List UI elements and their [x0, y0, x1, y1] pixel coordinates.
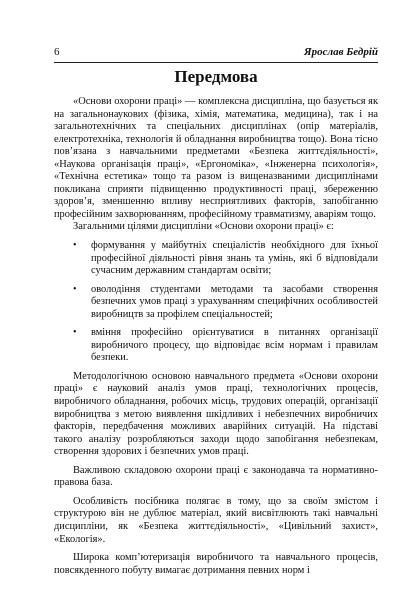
page-number: 6	[54, 46, 60, 58]
paragraph-computerization: Широка комп’ютеризація виробничого та навчального процесів, повсякденного побуту вимагає дотримання певних норм і	[54, 552, 378, 576]
list-item	[54, 327, 378, 365]
aims-list	[54, 240, 378, 365]
list-item	[54, 284, 378, 322]
paragraph-features: Особливість посібника полягає в тому, що за своїм змістом і структурою він не дублює матеріал, який висвітлюють такі навчальні дисципліни, як «Безпека життєдіяльності», «Цивільний захист», «Екологія».	[54, 495, 378, 545]
list-item-text: оволодіння студентами методами та засобами створення безпечних умов праці з урахуванням специфічних особливостей виробництв за профілем спеціальностей;	[91, 283, 378, 320]
bullet-icon: •	[73, 283, 77, 295]
paragraph-aims-lead: Загальними цілями дисципліни «Основи охорони праці» є:	[73, 221, 334, 233]
body-text	[54, 96, 378, 577]
paragraph-intro: «Основи охорони праці» — комплексна дисципліна, що базується як на загальнонаукових (фізика, хімія, математика, медицина), так і на загальнотехнічних та спеціальних дисциплінах (опір матеріалів, електротехніка, технологія й обладнання виробництва тощо). Вона тісно пов’язана з навчальними предметами «Безпека життєдіяльності», «Наукова організація праці», «Ергономіка», «Інженерна психологія», «Технічна естетика» тощо та разом із вищеназваними дисциплінами покликана сприяти підвищенню продуктивності праці, збереженню здоров’я, зменшенню впливу несприятливих факторів, запобіганню професійним захворюванням, професійному травматизму, аваріям тощо.	[54, 96, 378, 220]
bullet-icon: •	[73, 327, 77, 339]
chapter-title: Передмова	[174, 67, 258, 86]
paragraph-methodology: Методологічною основою навчального предмета «Основи охорони праці» є науковий аналіз умов праці, технологічних процесів, виробничого обладнання, робочих місць, трудових операцій, організації виробництва з метою виявлення шкідливих і небезпечних виробничих факторів, передбачення можливих аварійних ситуацій. На підставі такого аналізу розробляються заходи щодо запобігання небезпекам, створення здорових і безпечних умов праці.	[54, 370, 378, 458]
author-name: Ярослав Бедрій	[304, 46, 378, 58]
list-item-text: формування у майбутніх спеціалістів необхідного для їхньої професійної діяльності рівня знань та умінь, які б відповідали сучасним державним стандартам освіти;	[91, 240, 378, 277]
list-item	[54, 240, 378, 278]
bullet-icon: •	[73, 240, 77, 252]
list-item-text: вміння професійно орієнтуватися в питаннях організації виробничого процесу, що відповідає всім нормам і правилам безпеки.	[91, 327, 378, 364]
paragraph-legal-base: Важливою складовою охорони праці є законодавча та нормативно-правова база.	[54, 464, 378, 489]
running-header	[54, 46, 378, 63]
